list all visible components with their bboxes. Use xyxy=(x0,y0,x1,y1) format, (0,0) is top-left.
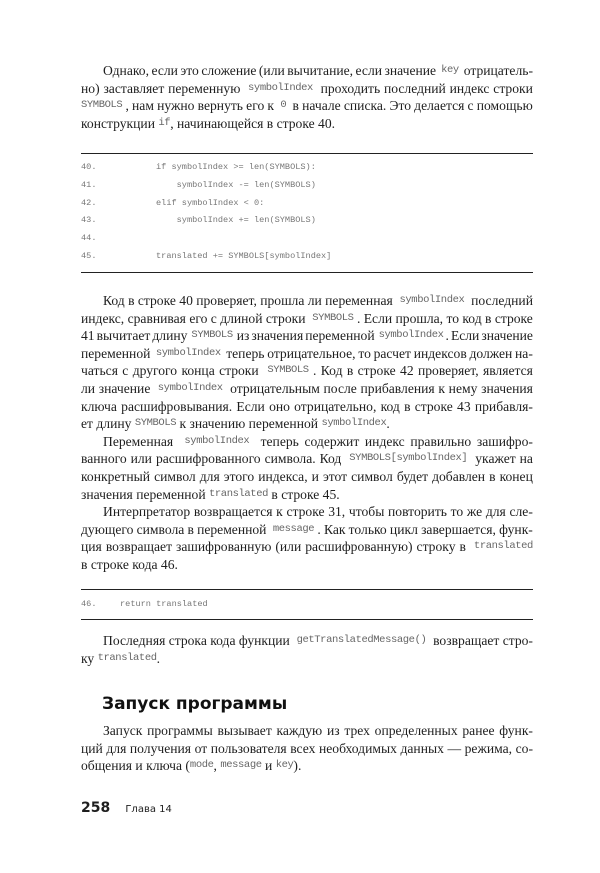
word: теперь xyxy=(260,433,299,449)
word: будет xyxy=(396,468,429,484)
word: . xyxy=(313,363,317,379)
word: значение xyxy=(384,63,437,78)
word: значение xyxy=(98,380,151,396)
word: индекс xyxy=(364,433,405,449)
word: 42 xyxy=(400,363,414,379)
word: сравнивая xyxy=(127,310,186,326)
word: , xyxy=(125,98,129,114)
text-segment: , xyxy=(213,758,221,774)
word: индекса, xyxy=(258,468,308,484)
word: Код xyxy=(319,451,342,467)
word: из xyxy=(326,723,340,738)
word: вернуть xyxy=(197,98,244,114)
word: расшифрованную) xyxy=(305,539,413,555)
word: — xyxy=(447,740,462,756)
word: функ- xyxy=(499,723,533,738)
word: отрицательно, xyxy=(294,398,377,414)
text-segment: к значению переменной xyxy=(176,416,322,432)
word: прошла, xyxy=(395,310,444,326)
word: проверяет, xyxy=(417,363,479,379)
text-line xyxy=(81,503,533,521)
word: прибавля- xyxy=(474,398,533,414)
word: расчет xyxy=(373,345,411,361)
code-rule-bottom-2 xyxy=(81,619,533,620)
word: 40 xyxy=(179,293,193,308)
word: на xyxy=(519,451,533,467)
inline-code: SYMBOLS[symbolIndex] xyxy=(349,452,468,465)
word: то xyxy=(450,504,464,520)
line-number: 44. xyxy=(81,233,97,244)
inline-code: symbolIndex xyxy=(378,329,444,342)
word: 31, xyxy=(328,504,346,520)
text-line xyxy=(81,450,533,468)
text-line xyxy=(81,740,533,758)
word: строка xyxy=(168,633,207,648)
word: программы xyxy=(147,723,213,738)
word: . xyxy=(445,328,449,344)
code-text: if symbolIndex >= len(SYMBOLS): xyxy=(156,162,316,172)
text-line xyxy=(81,650,533,668)
word: длину xyxy=(152,328,188,344)
inline-code: translated xyxy=(473,540,533,553)
text-line xyxy=(81,97,533,115)
word: строки xyxy=(265,310,306,326)
code-text: translated += SYMBOLS[symbolIndex] xyxy=(156,251,332,261)
word: строке xyxy=(286,504,325,520)
word: на- xyxy=(515,345,533,361)
word: символа. xyxy=(264,451,316,467)
word: зашифро- xyxy=(476,433,533,449)
word: строке xyxy=(137,293,176,308)
text-line xyxy=(81,80,533,98)
inline-code: symbolIndex xyxy=(155,346,221,359)
inline-code: symbolIndex xyxy=(399,294,465,306)
word: каждую xyxy=(276,723,323,738)
word: Запуск xyxy=(103,723,143,738)
word: от xyxy=(194,740,208,756)
text-line xyxy=(81,521,533,539)
word: с xyxy=(467,98,474,114)
word: конкретный xyxy=(81,468,151,484)
inline-code: key xyxy=(441,64,459,76)
word: Код xyxy=(320,363,343,379)
code-line xyxy=(81,214,316,226)
word: последний xyxy=(383,80,446,96)
code-rule-top xyxy=(81,153,533,154)
word: если xyxy=(151,63,178,78)
word: ключа xyxy=(81,398,117,414)
inline-code: SYMBOLS xyxy=(312,311,354,324)
code-text: return translated xyxy=(120,599,208,609)
code-rule-bottom xyxy=(81,272,533,273)
code-rule-top-2 xyxy=(81,589,533,590)
text-line xyxy=(81,62,533,80)
code-line xyxy=(81,250,331,262)
word: Однако, xyxy=(103,63,149,78)
word: Это xyxy=(389,98,412,114)
word: отрицательным xyxy=(230,380,320,396)
word: проходить xyxy=(320,80,381,96)
word: вызывает xyxy=(217,723,272,738)
word: завершается, xyxy=(421,521,496,537)
code-text: elif symbolIndex < 0: xyxy=(156,197,265,208)
text-segment: и xyxy=(261,758,276,774)
word: проверяет, xyxy=(196,293,257,308)
word: в xyxy=(459,539,466,555)
inline-code: if xyxy=(158,116,171,129)
word: переменная xyxy=(325,293,393,308)
word: код xyxy=(462,310,482,326)
text-segment: конструкции xyxy=(81,115,159,131)
word: расшифровывания. xyxy=(121,398,233,414)
word: строку xyxy=(416,539,456,555)
text-segment: , начинающейся в строке 40. xyxy=(170,115,336,131)
word: ли xyxy=(307,293,322,308)
word: значение xyxy=(481,328,533,344)
word: символ xyxy=(154,468,196,484)
word: строки xyxy=(493,80,533,96)
word: его xyxy=(189,310,208,326)
word: оно xyxy=(269,398,290,414)
word: является xyxy=(482,363,533,379)
word: же xyxy=(466,504,483,520)
word: только xyxy=(348,521,387,537)
word: содержит xyxy=(304,433,360,449)
word: кода xyxy=(210,633,236,648)
word: помощью xyxy=(476,98,533,114)
inline-code: message xyxy=(220,759,262,772)
code-line xyxy=(81,598,208,610)
inline-code: SYMBOLS xyxy=(267,364,309,377)
text-segment: значения переменной xyxy=(81,486,209,502)
word: в xyxy=(128,293,135,308)
code-line xyxy=(81,197,264,209)
word: или xyxy=(130,451,152,467)
text-line xyxy=(81,722,533,740)
text-line xyxy=(81,757,533,775)
word: стро- xyxy=(502,633,533,648)
word: пользователя xyxy=(210,740,287,756)
page-footer xyxy=(81,797,172,816)
text-line xyxy=(81,632,533,650)
section-heading: Запуск программы xyxy=(102,694,288,714)
word: 41 xyxy=(81,328,95,344)
word: списка. xyxy=(343,98,387,114)
word: трех xyxy=(344,723,370,738)
word: строки xyxy=(219,363,259,379)
word: данных xyxy=(400,740,444,756)
word: для xyxy=(485,504,506,520)
inline-code: symbolIndex xyxy=(321,417,387,430)
word: необходимых xyxy=(318,740,397,756)
inline-code: 0 xyxy=(280,99,287,112)
code-line xyxy=(81,179,316,191)
word: в xyxy=(404,398,411,414)
inline-code: getTranslatedMessage() xyxy=(296,634,427,646)
word: этого xyxy=(223,468,255,484)
word: другого xyxy=(132,363,178,379)
word: зашифрованную xyxy=(176,539,272,555)
word: должен xyxy=(469,345,513,361)
text-line xyxy=(81,538,533,556)
page-number: 258 xyxy=(81,800,111,816)
word: его xyxy=(246,98,265,114)
inline-code: message xyxy=(272,522,315,535)
inline-code: translated xyxy=(209,487,269,500)
word: Если xyxy=(363,310,393,326)
text-block-section xyxy=(81,722,533,775)
word: последний xyxy=(471,293,533,308)
word: переменной xyxy=(197,521,267,537)
word: делается xyxy=(414,98,465,114)
text-line xyxy=(81,345,533,363)
text-segment: ). xyxy=(293,758,302,774)
word: конца xyxy=(181,363,215,379)
word: возвращает xyxy=(105,539,173,555)
word: для xyxy=(106,740,127,756)
word: дующего xyxy=(81,521,134,537)
text-segment: . xyxy=(156,650,161,666)
word: и xyxy=(311,468,319,484)
word: начале xyxy=(302,98,341,114)
text-line xyxy=(81,362,533,380)
word: . xyxy=(317,521,321,537)
line-number: 42. xyxy=(81,197,97,208)
word: определенных xyxy=(374,723,458,738)
word: в xyxy=(489,468,496,484)
word: это xyxy=(180,63,199,78)
text-segment: ку xyxy=(81,650,98,666)
word: повторить xyxy=(388,504,447,520)
word: (или xyxy=(258,63,285,78)
inline-code: key xyxy=(275,759,294,772)
line-number: 45. xyxy=(81,251,97,261)
line-number: 46. xyxy=(81,599,97,609)
text-line xyxy=(81,292,533,310)
word: переменной xyxy=(305,328,375,344)
chapter-label: Глава 14 xyxy=(125,804,172,815)
word: Переменная xyxy=(103,433,174,449)
inline-code: SYMBOLS xyxy=(81,99,123,112)
word: индексов xyxy=(413,345,467,361)
word: для xyxy=(199,468,220,484)
word: индекс xyxy=(449,80,490,96)
word: строке xyxy=(494,310,533,326)
word: прошла xyxy=(260,293,305,308)
text-line xyxy=(81,380,533,398)
inline-code: SYMBOLS xyxy=(191,329,233,342)
word: конец xyxy=(499,468,533,484)
word: отрицательное, xyxy=(267,345,356,361)
text-segment: общения и ключа ( xyxy=(81,758,190,774)
word: возвращается xyxy=(193,504,273,520)
word: к xyxy=(438,380,445,396)
word: к xyxy=(276,504,283,520)
word: нему xyxy=(448,380,478,396)
word: этот xyxy=(322,468,348,484)
word: функ- xyxy=(499,521,533,537)
inline-code: SYMBOLS xyxy=(134,417,177,430)
word: укажет xyxy=(475,451,516,467)
word: в xyxy=(485,310,492,326)
inline-code: symbolIndex xyxy=(248,81,313,94)
word: ций xyxy=(81,740,103,756)
text-block-top xyxy=(81,62,533,132)
word: символ xyxy=(351,468,393,484)
text-block-after-code xyxy=(81,632,533,667)
word: ванного xyxy=(81,451,127,467)
word: получения xyxy=(129,740,192,756)
text-line xyxy=(81,310,533,328)
word: (или xyxy=(275,539,302,555)
word: значения xyxy=(481,380,533,396)
word: Интерпретатор xyxy=(103,504,191,520)
code-text: symbolIndex += len(SYMBOLS) xyxy=(156,215,316,226)
word: значения xyxy=(251,328,304,344)
word: чтобы xyxy=(348,504,385,520)
word: в xyxy=(292,98,299,114)
word: добавлен xyxy=(432,468,486,484)
word: из xyxy=(236,328,250,344)
word: теперь xyxy=(226,345,265,361)
word: в xyxy=(346,363,354,379)
text-segment: . xyxy=(386,416,390,432)
text-segment: ет длину xyxy=(81,416,135,432)
word: строке xyxy=(357,363,396,379)
word: если xyxy=(355,63,383,78)
word: всех xyxy=(290,740,316,756)
code-line xyxy=(81,161,316,173)
text-line xyxy=(81,398,533,416)
word: нужно xyxy=(157,98,195,114)
word: то xyxy=(446,310,460,326)
word: расшифрованного xyxy=(155,451,261,467)
code-line xyxy=(81,232,156,244)
word: вычитание, xyxy=(287,63,354,78)
word: Код xyxy=(103,293,125,308)
word: к xyxy=(267,98,275,114)
word: то xyxy=(358,345,371,361)
word: но) xyxy=(81,80,100,96)
word: Если xyxy=(450,328,480,344)
word: прибавления xyxy=(360,380,435,396)
inline-code: mode xyxy=(189,759,214,772)
word: символа xyxy=(136,521,185,537)
word: индекс, xyxy=(81,310,125,326)
word: . xyxy=(356,310,361,326)
word: в xyxy=(187,521,194,537)
word: с xyxy=(210,310,217,326)
word: со- xyxy=(515,740,533,756)
text-line xyxy=(81,468,533,486)
word: Если xyxy=(236,398,265,414)
text-segment: в строке 45. xyxy=(268,486,340,502)
word: функции xyxy=(238,633,290,648)
text-line xyxy=(81,327,533,345)
text-line xyxy=(81,556,533,574)
inline-code: symbolIndex xyxy=(184,434,250,447)
word: Как xyxy=(323,521,346,537)
word: ранее xyxy=(462,723,495,738)
word: отрицатель- xyxy=(463,63,533,78)
text-line xyxy=(81,115,533,133)
text-line xyxy=(81,486,533,504)
word: нам xyxy=(132,98,154,114)
line-number: 40. xyxy=(81,162,97,172)
inline-code: translated xyxy=(97,651,157,664)
word: Последняя xyxy=(103,633,166,648)
text-block-middle xyxy=(81,292,533,574)
word: возвращает xyxy=(433,633,500,648)
inline-code: symbolIndex xyxy=(157,381,223,394)
word: код xyxy=(380,398,400,414)
word: ли xyxy=(81,380,96,396)
word: заставляет xyxy=(103,80,165,96)
word: 43 xyxy=(457,398,471,414)
word: длиной xyxy=(220,310,263,326)
text-line xyxy=(81,415,533,433)
word: чаться xyxy=(81,363,118,379)
word: с xyxy=(122,363,129,379)
word: цикл xyxy=(389,521,418,537)
word: ция xyxy=(81,539,102,555)
word: переменную xyxy=(168,80,241,96)
word: правильно xyxy=(410,433,472,449)
text-segment: в строке кода 46. xyxy=(81,556,178,572)
line-number: 43. xyxy=(81,215,97,226)
word: после xyxy=(323,380,357,396)
code-text: symbolIndex -= len(SYMBOLS) xyxy=(156,179,316,190)
word: строке xyxy=(414,398,453,414)
word: вычитает xyxy=(96,328,151,344)
text-line xyxy=(81,433,533,451)
word: сложение xyxy=(201,63,257,78)
word: переменной xyxy=(81,345,151,361)
word: сле- xyxy=(509,504,533,520)
word: режима, xyxy=(464,740,513,756)
line-number: 41. xyxy=(81,179,97,190)
